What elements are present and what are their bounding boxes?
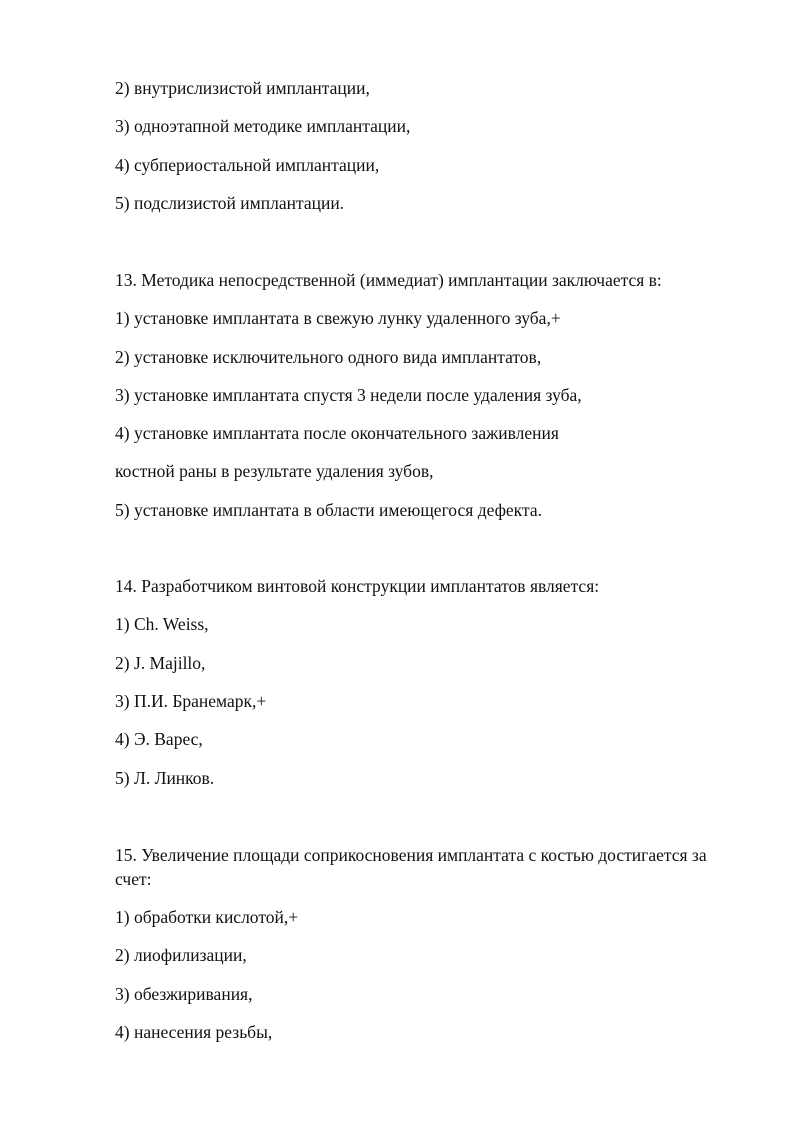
q13-option-1: 1) установке имплантата в свежую лунку удаленного зуба,+ — [115, 308, 561, 328]
q15-option-3: 3) обезжиривания, — [115, 984, 253, 1004]
q14-option-4: 4) Э. Варес, — [115, 729, 203, 749]
prev-option-3: 3) одноэтапной методике имплантации, — [115, 116, 411, 136]
prev-option-2: 2) внутрислизистой имплантации, — [115, 78, 370, 98]
q14-option-3: 3) П.И. Бранемарк,+ — [115, 691, 267, 711]
q13-option-5: 5) установке имплантата в области имеющегося дефекта. — [115, 500, 542, 520]
q14-option-5: 5) Л. Линков. — [115, 768, 215, 788]
question-15-text: 15. Увеличение площади соприкосновения имплантата с костью достигается за счет: — [115, 845, 707, 889]
question-13-text: 13. Методика непосредственной (иммедиат) имплантации заключается в: — [115, 270, 662, 290]
prev-option-4: 4) субпериостальной имплантации, — [115, 155, 380, 175]
q14-option-2: 2) J. Majillo, — [115, 653, 206, 673]
q14-option-1: 1) Ch. Weiss, — [115, 614, 209, 634]
question-14-text: 14. Разработчиком винтовой конструкции имплантатов является: — [115, 576, 600, 596]
q13-option-3: 3) установке имплантата спустя 3 недели после удаления зуба, — [115, 385, 582, 405]
q15-option-2: 2) лиофилизации, — [115, 945, 247, 965]
q15-option-1: 1) обработки кислотой,+ — [115, 907, 299, 927]
prev-option-5: 5) подслизистой имплантации. — [115, 193, 345, 213]
q15-option-4: 4) нанесения резьбы, — [115, 1022, 273, 1042]
q13-option-2: 2) установке исключительного одного вида имплантатов, — [115, 347, 542, 367]
q13-option-4-continued: костной раны в результате удаления зубов, — [115, 461, 434, 481]
q13-option-4: 4) установке имплантата после окончательного заживления — [115, 423, 559, 443]
